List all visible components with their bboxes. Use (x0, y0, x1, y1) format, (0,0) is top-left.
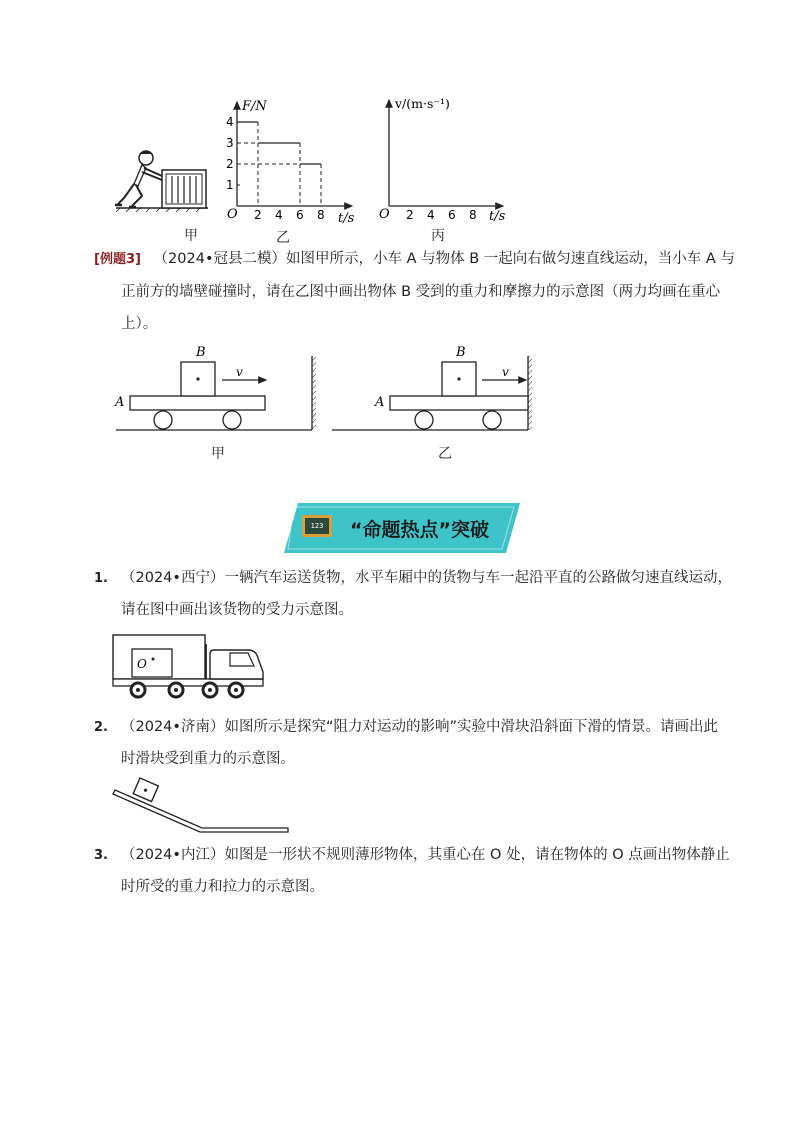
graph2-x-tick-label: 4 (427, 208, 435, 222)
svg-text:O: O (137, 657, 147, 671)
graph1-x-tick-label: 8 (317, 208, 325, 222)
graph1-y-tick-label: 1 (226, 178, 234, 192)
cart-figure-jia (112, 340, 327, 436)
caption-bing: 丙 (431, 228, 445, 244)
q1-line1: （2024•西宁）一辆汽车运送货物，水平车厢中的货物与车一起沿平直的公路做匀速直线运动， (121, 570, 732, 586)
q1-line2: 请在图中画出该货物的受力示意图。 (121, 602, 353, 618)
q2-number: 2. (94, 720, 108, 735)
graph1-x-tick-label: 6 (296, 208, 304, 222)
person-pushing-box-figure (112, 146, 217, 212)
graph1-y-tick-label: 3 (226, 136, 234, 150)
banner-title: “命题热点”突破 (350, 519, 489, 541)
caption-yi-cart: 乙 (438, 446, 452, 462)
graph1-x-tick-label: 2 (254, 208, 262, 222)
cart-A (390, 396, 528, 410)
example3-line2: 正前方的墙壁碰撞时，请在乙图中画出物体 B 受到的重力和摩擦力的示意图（两力均画在重心 (121, 284, 721, 300)
svg-text:A: A (375, 395, 385, 410)
graph2-y-label: v/(m·s⁻¹) (395, 96, 450, 111)
example3-text-1: （2024•冠县二模）如图甲所示，小车 A 与物体 B 一起向右做匀速直线运动，当小车 A 与 (153, 251, 735, 267)
graph2-x-tick-label: 2 (406, 208, 414, 222)
caption-yi-top: 乙 (276, 230, 290, 246)
velocity-time-graph (375, 92, 520, 224)
q3-line1: （2024•内江）如图是一形状不规则薄形物体，其重心在 O 处，请在物体的 O 点画出物体静止 (121, 847, 730, 863)
q1-number: 1. (94, 571, 108, 586)
svg-text:B: B (196, 345, 206, 360)
graph1-y-tick-label: 2 (226, 157, 234, 171)
graph1-x-tick-label: 4 (275, 208, 283, 222)
example-tag: [例题3] (94, 252, 141, 267)
graph2-origin: O (379, 207, 390, 222)
graph2-x-label: t/s (489, 209, 506, 224)
truck-figure (110, 632, 270, 700)
svg-text:v: v (502, 365, 509, 379)
example3-line1 (94, 249, 735, 270)
graph1-x-label: t/s (338, 211, 355, 224)
caption-jia-cart: 甲 (211, 446, 225, 462)
incline-slider-figure (112, 770, 292, 834)
cart-A (130, 396, 265, 410)
q2-line1: （2024•济南）如图所示是探究“阻力对运动的影响”实验中滑块沿斜面下滑的情景。请画出此 (121, 719, 718, 735)
svg-text:v: v (236, 365, 243, 379)
q2-line2: 时滑块受到重力的示意图。 (121, 751, 295, 767)
graph2-x-tick-label: 6 (448, 208, 456, 222)
cart-figure-yi (330, 340, 545, 436)
force-time-graph (222, 96, 372, 224)
svg-text:A: A (115, 395, 125, 410)
graph1-y-label: F/N (242, 99, 267, 114)
example3-line3: 上）。 (121, 316, 158, 332)
graph2-x-tick-label: 8 (469, 208, 477, 222)
q3-line2: 时所受的重力和拉力的示意图。 (121, 879, 324, 895)
graph1-origin: O (227, 207, 238, 222)
svg-text:B: B (456, 345, 466, 360)
q3-number: 3. (94, 848, 108, 863)
blackboard-icon: 123 (302, 515, 332, 537)
graph1-y-tick-label: 4 (226, 115, 234, 129)
caption-jia-top: 甲 (184, 228, 198, 244)
section-banner (284, 503, 520, 553)
